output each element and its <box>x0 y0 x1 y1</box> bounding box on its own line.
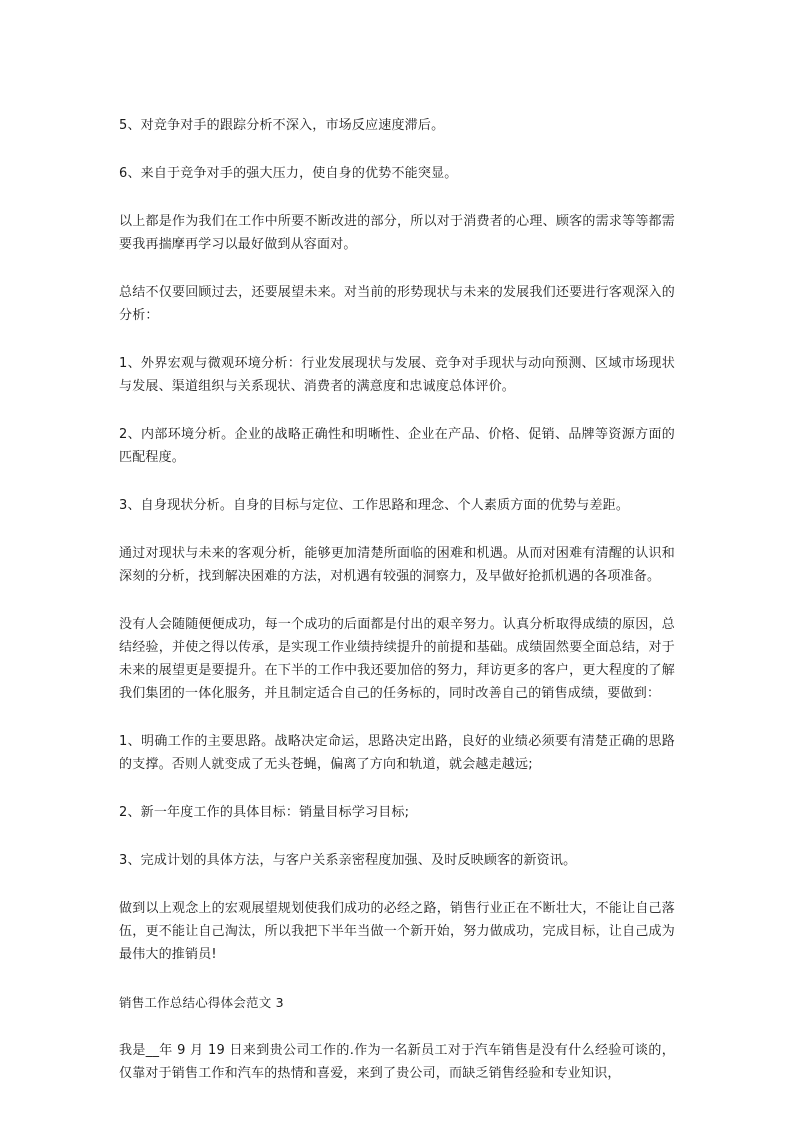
paragraph-point-6: 6、来自于竞争对手的强大压力，使自身的优势不能突显。 <box>119 166 458 181</box>
paragraph-intro-new-employee: 我是__年 9 月 19 日来到贵公司工作的.作为一名新员工对于汽车销售是没有什么经验可谈的，仅靠对于销售工作和汽车的热情和喜爱，来到了贵公司，而缺乏销售经验和专业知识， <box>119 1043 675 1081</box>
paragraph-goal-2: 2、新一年度工作的具体目标：销量目标学习目标; <box>119 805 410 820</box>
paragraph-look-forward: 总结不仅要回顾过去，还要展望未来。对当前的形势现状与未来的发展我们还要进行客观深入的分析： <box>119 285 675 323</box>
document-page <box>119 114 675 1110</box>
paragraph-analysis-external: 1、外界宏观与微观环境分析：行业发展现状与发展、竞争对手现状与动向预测、区域市场现状与发展、渠道组织与关系现状、消费者的满意度和忠诚度总体评价。 <box>119 356 675 394</box>
paragraph-objective-analysis: 通过对现状与未来的客观分析，能够更加清楚所面临的困难和机遇。从而对困难有清醒的认识和深刻的分析，找到解决困难的方法，对机遇有较强的洞察力，及早做好抢抓机遇的各项准备。 <box>119 546 675 584</box>
paragraph-goal-1: 1、明确工作的主要思路。战略决定命运，思路决定出路，良好的业绩必须要有清楚正确的思路的支撑。否则人就变成了无头苍蝇，偏离了方向和轨道，就会越走越远; <box>119 734 675 772</box>
paragraph-analysis-internal: 2、内部环境分析。企业的战略正确性和明晰性、企业在产品、价格、促销、品牌等资源方面的匹配程度。 <box>119 427 675 465</box>
paragraph-point-5: 5、对竞争对手的跟踪分析不深入，市场反应速度滞后。 <box>119 118 445 133</box>
paragraph-success-effort: 没有人会随随便便成功，每一个成功的后面都是付出的艰辛努力。认真分析取得成绩的原因，总结经验，并使之得以传承，是实现工作业绩持续提升的前提和基础。成绩固然要全面总结，对于未来的展望更是要提升。在下半的工作中我还要加倍的努力，拜访更多的客户，更大程度的了解我们集团的一体化服务，并且制定适合自己的任务标的，同时改善自己的销售成绩，要做到： <box>119 617 675 701</box>
paragraph-improvement-summary: 以上都是作为我们在工作中所要不断改进的部分，所以对于消费者的心理、顾客的需求等等都需要我再揣摩再学习以最好做到从容面对。 <box>119 214 675 252</box>
section-heading: 销售工作总结心得体会范文 3 <box>119 995 284 1010</box>
paragraph-conclusion: 做到以上观念上的宏观展望规划使我们成功的必经之路，销售行业正在不断壮大，不能让自己落伍，更不能让自己淘汰，所以我把下半年当做一个新开始，努力做成功，完成目标，让自己成为最伟大的推销员! <box>119 901 675 962</box>
paragraph-goal-3: 3、完成计划的具体方法，与客户关系亲密程度加强、及时反映顾客的新资讯。 <box>119 853 577 868</box>
paragraph-analysis-self: 3、自身现状分析。自身的目标与定位、工作思路和理念、个人素质方面的优势与差距。 <box>119 498 630 513</box>
